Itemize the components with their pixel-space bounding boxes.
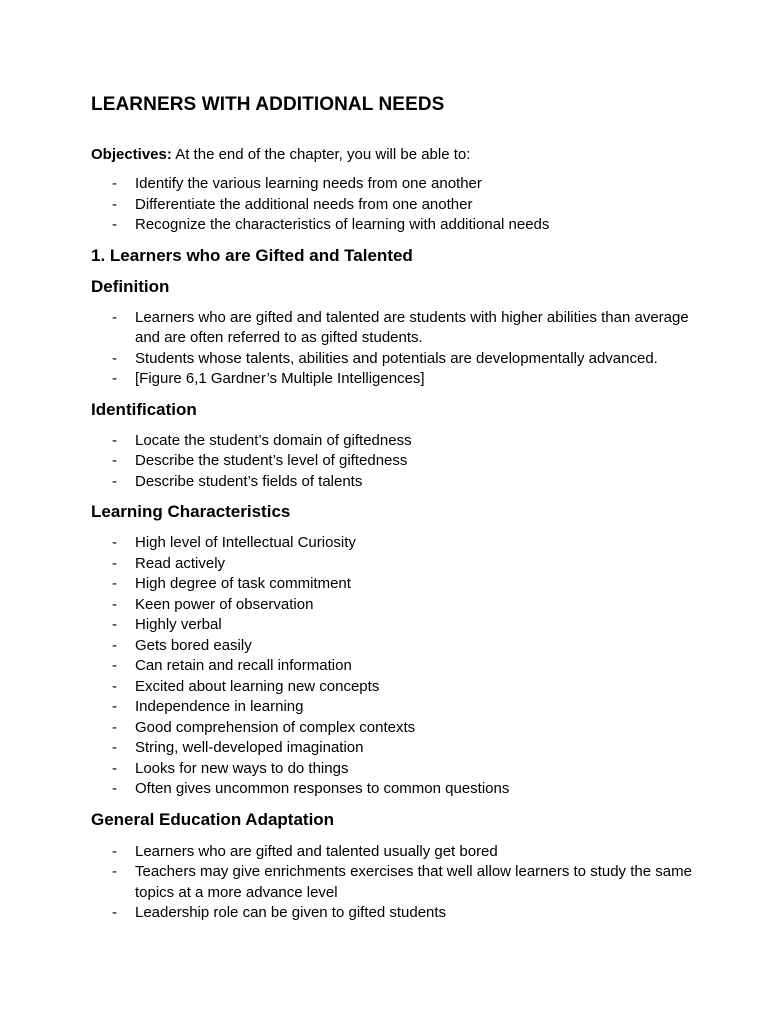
dash-bullet: - [112, 677, 117, 695]
dash-bullet: - [112, 718, 117, 736]
list-item: - [Figure 6,1 Gardner’s Multiple Intelligences] [91, 369, 708, 390]
subheading-learning-characteristics: Learning Characteristics [91, 502, 291, 521]
dash-bullet: - [112, 575, 117, 592]
dash-bullet: - [112, 472, 117, 490]
list-item: - Good comprehension of complex contexts [91, 718, 708, 739]
dash-bullet: - [112, 216, 117, 233]
dash-bullet: - [112, 842, 117, 860]
list-item: - Describe the student’s level of giftedness [91, 451, 708, 472]
objectives-label: Objectives: [91, 146, 172, 163]
dash-bullet: - [112, 308, 117, 326]
list-item: - Leadership role can be given to gifted students [91, 903, 708, 924]
dash-bullet: - [112, 534, 117, 551]
list-item: - Students whose talents, abilities and potentials are developmentally advanced. [91, 349, 708, 370]
dash-bullet: - [112, 698, 117, 715]
objectives-intro [91, 145, 708, 165]
list-item: - Recognize the characteristics of learning with additional needs [91, 215, 708, 236]
objectives-text: At the end of the chapter, you will be able to: [171, 146, 471, 163]
list-item: - Teachers may give enrichments exercises that well allow learners to study the same topics at a more advance level [112, 863, 692, 901]
subheading-definition: Definition [91, 276, 170, 296]
dash-bullet: - [112, 904, 117, 921]
list-item: - Can retain and recall information [91, 656, 708, 677]
learning-characteristics-list [91, 533, 708, 800]
subheading-identification: Identification [91, 399, 197, 419]
dash-bullet: - [112, 195, 117, 213]
list-item: - Differentiate the additional needs from one another [91, 195, 708, 216]
dash-bullet: - [112, 349, 117, 367]
dash-bullet: - [112, 636, 117, 654]
dash-bullet: - [112, 780, 117, 797]
dash-bullet: - [112, 759, 117, 777]
list-item: - Excited about learning new concepts [91, 677, 708, 698]
dash-bullet: - [112, 739, 117, 756]
list-item: - Learners who are gifted and talented are students with higher abilities than average and are often referred to as gifted students. [112, 308, 689, 346]
dash-bullet: - [112, 657, 117, 674]
list-item: - Gets bored easily [91, 636, 708, 657]
dash-bullet: - [112, 370, 117, 387]
list-item: - String, well-developed imagination [91, 738, 708, 759]
list-item: - Highly verbal [91, 615, 708, 636]
list-item: - High level of Intellectual Curiosity [91, 533, 708, 554]
list-item: - Learners who are gifted and talented usually get bored [91, 842, 708, 863]
objectives-list [91, 174, 708, 236]
list-item: - Read actively [91, 554, 708, 575]
list-item: - High degree of task commitment [91, 574, 708, 595]
dash-bullet: - [112, 863, 117, 880]
page-title: LEARNERS WITH ADDITIONAL NEEDS [91, 94, 445, 115]
dash-bullet: - [112, 616, 117, 633]
list-item: - Keen power of observation [91, 595, 708, 616]
adaptation-list [91, 842, 708, 924]
dash-bullet: - [112, 431, 117, 449]
list-item: - Looks for new ways to do things [91, 759, 708, 780]
list-item: - Locate the student’s domain of giftedness [91, 431, 708, 452]
list-item: - Identify the various learning needs from one another [91, 174, 708, 195]
dash-bullet: - [112, 554, 117, 572]
dash-bullet: - [112, 452, 117, 469]
definition-list [91, 308, 708, 390]
list-item: - Often gives uncommon responses to common questions [91, 779, 708, 800]
dash-bullet: - [112, 595, 117, 613]
dash-bullet: - [112, 175, 117, 192]
list-item: - Describe student’s fields of talents [91, 472, 708, 493]
list-item: - Independence in learning [91, 697, 708, 718]
subheading-general-education-adaptation: General Education Adaptation [91, 809, 335, 829]
section-heading-gifted: 1. Learners who are Gifted and Talented [91, 245, 413, 265]
identification-list [91, 431, 708, 493]
